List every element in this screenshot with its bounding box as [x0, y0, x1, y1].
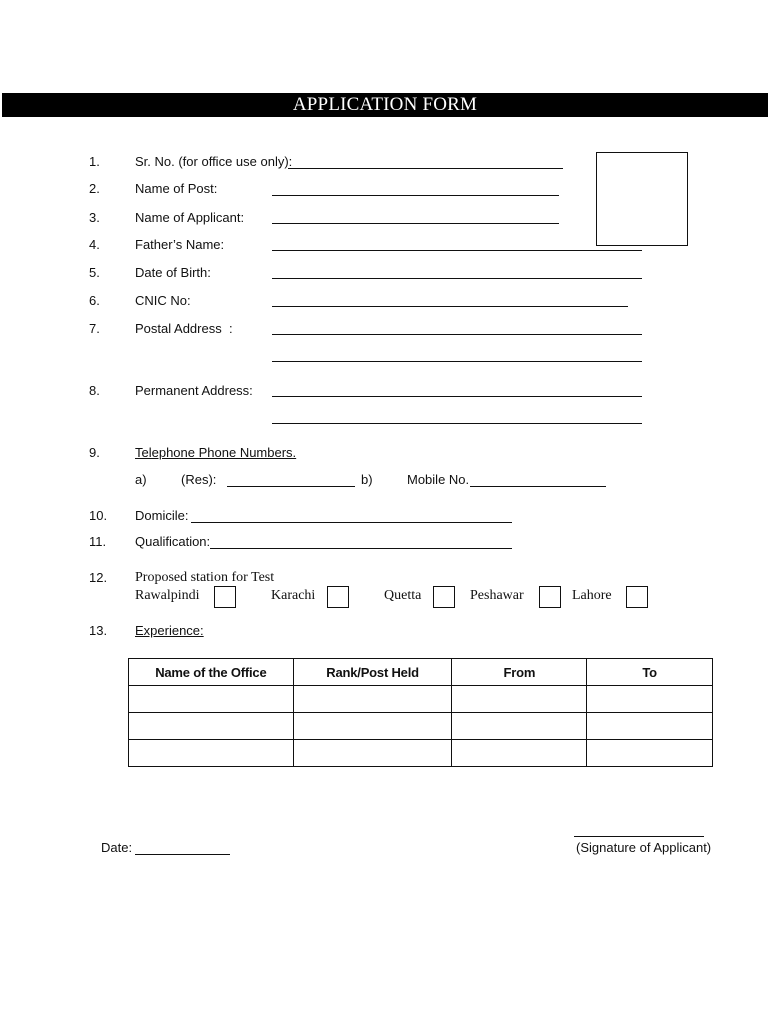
- station-checkbox-lahore[interactable]: [626, 586, 648, 608]
- experience-table: [128, 658, 713, 767]
- field-number-4: 4.: [89, 237, 100, 252]
- sr-no-field[interactable]: [288, 168, 563, 169]
- date-label: Date:: [101, 840, 133, 855]
- signature-label: (Signature of Applicant): [576, 840, 712, 855]
- domicile-label: Domicile:: [135, 508, 189, 523]
- table-cell[interactable]: [452, 740, 587, 767]
- station-label-quetta: Quetta: [384, 588, 422, 603]
- permanent-address-field-2[interactable]: [272, 423, 642, 424]
- permanent-address-label: Permanent Address:: [135, 383, 253, 398]
- form-title: APPLICATION FORM: [292, 94, 478, 115]
- name-of-applicant-field[interactable]: [272, 223, 559, 224]
- postal-address-label: Postal Address :: [135, 321, 233, 336]
- postal-address-field-1[interactable]: [272, 334, 642, 335]
- phone-a-label: a): [135, 472, 147, 487]
- fathers-name-label: Father’s Name:: [135, 237, 225, 252]
- date-field[interactable]: [135, 854, 230, 855]
- table-row: [129, 713, 713, 740]
- table-row: [129, 740, 713, 767]
- field-number-8: 8.: [89, 383, 100, 398]
- table-header-row: [129, 659, 713, 686]
- station-checkbox-rawalpindi[interactable]: [214, 586, 236, 608]
- name-of-post-field[interactable]: [272, 195, 559, 196]
- table-cell[interactable]: [452, 713, 587, 740]
- table-cell[interactable]: [129, 686, 294, 713]
- experience-label-text: Experience:: [135, 623, 204, 638]
- table-cell[interactable]: [293, 686, 452, 713]
- domicile-field[interactable]: [191, 522, 512, 523]
- cnic-label: CNIC No:: [135, 293, 191, 308]
- table-cell[interactable]: [293, 713, 452, 740]
- date-of-birth-label: Date of Birth:: [135, 265, 211, 280]
- field-number-10: 10.: [89, 508, 108, 523]
- field-number-1: 1.: [89, 154, 100, 169]
- telephone-label: Telephone Phone Numbers.: [135, 445, 297, 460]
- table-cell[interactable]: [452, 686, 587, 713]
- qualification-field[interactable]: [210, 548, 512, 549]
- field-number-12: 12.: [89, 570, 108, 585]
- field-number-13: 13.: [89, 623, 108, 638]
- field-number-2: 2.: [89, 181, 100, 196]
- signature-line[interactable]: [574, 836, 704, 837]
- table-cell[interactable]: [129, 740, 294, 767]
- name-of-applicant-label: Name of Applicant:: [135, 210, 245, 225]
- table-cell[interactable]: [587, 740, 713, 767]
- proposed-station-label: Proposed station for Test: [135, 570, 275, 585]
- field-number-6: 6.: [89, 293, 100, 308]
- date-of-birth-field[interactable]: [272, 278, 642, 279]
- table-cell[interactable]: [587, 686, 713, 713]
- sr-no-label: Sr. No. (for office use only):: [135, 154, 293, 169]
- res-phone-label: (Res):: [181, 472, 217, 487]
- station-label-rawalpindi: Rawalpindi: [135, 588, 200, 603]
- fathers-name-field[interactable]: [272, 250, 642, 251]
- field-number-11: 11.: [89, 534, 107, 549]
- permanent-address-field-1[interactable]: [272, 396, 642, 397]
- cnic-field[interactable]: [272, 306, 628, 307]
- title-bar: [2, 93, 768, 117]
- name-of-post-label: Name of Post:: [135, 181, 218, 196]
- field-number-5: 5.: [89, 265, 100, 280]
- table-cell[interactable]: [587, 713, 713, 740]
- table-cell[interactable]: [293, 740, 452, 767]
- header-name-of-office: Name of the Office: [129, 659, 294, 686]
- header-rank-post-held: Rank/Post Held: [293, 659, 452, 686]
- station-checkbox-quetta[interactable]: [433, 586, 455, 608]
- experience-label: [135, 623, 204, 638]
- station-label-lahore: Lahore: [572, 588, 612, 603]
- header-to: To: [587, 659, 713, 686]
- station-checkbox-peshawar[interactable]: [539, 586, 561, 608]
- station-label-karachi: Karachi: [271, 588, 316, 603]
- table-cell[interactable]: [129, 713, 294, 740]
- phone-b-label: b): [361, 472, 373, 487]
- station-checkbox-karachi[interactable]: [327, 586, 349, 608]
- qualification-label: Qualification:: [135, 534, 211, 549]
- station-label-peshawar: Peshawar: [470, 588, 524, 603]
- field-number-7: 7.: [89, 321, 100, 336]
- mobile-label: Mobile No.: [407, 472, 470, 487]
- table-row: [129, 686, 713, 713]
- field-number-3: 3.: [89, 210, 100, 225]
- res-phone-field[interactable]: [227, 486, 355, 487]
- postal-address-field-2[interactable]: [272, 361, 642, 362]
- header-from: From: [452, 659, 587, 686]
- mobile-field[interactable]: [470, 486, 606, 487]
- field-number-9: 9.: [89, 445, 100, 460]
- photo-box: [596, 152, 688, 246]
